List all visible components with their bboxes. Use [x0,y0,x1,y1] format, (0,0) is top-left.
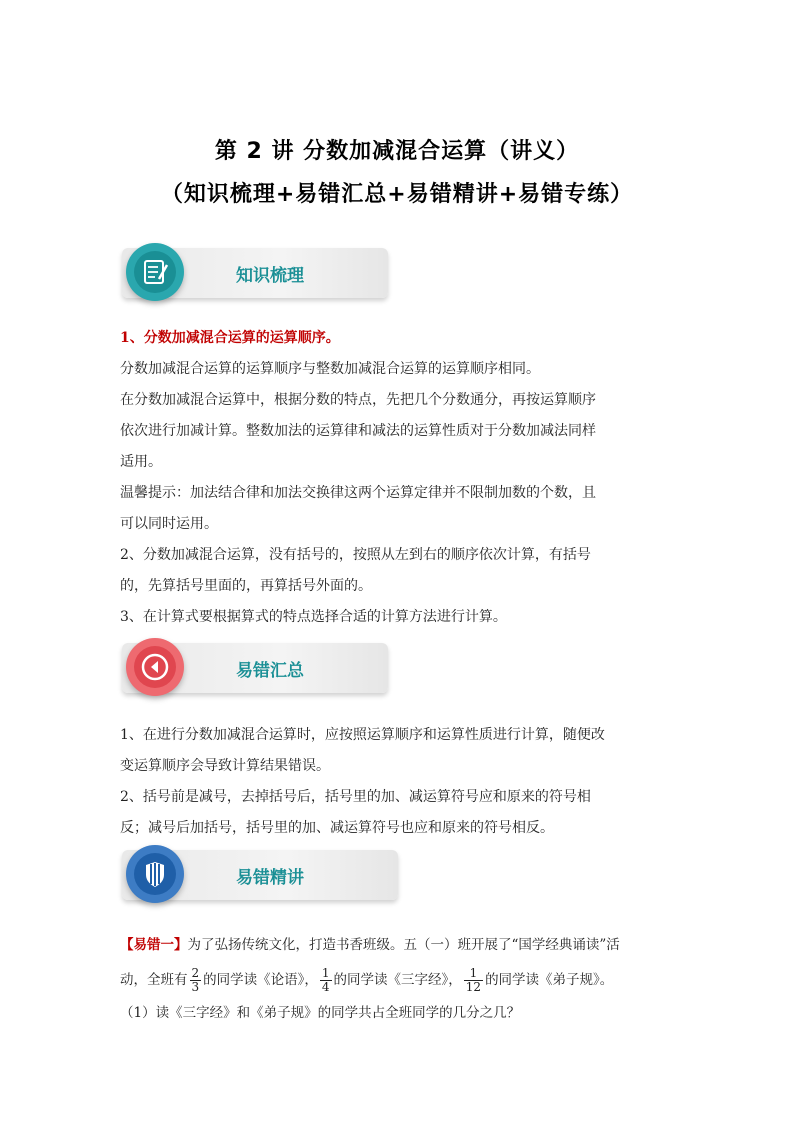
problem-text: 动，全班有 [120,972,188,988]
paragraph-line: 反；减号后加括号，括号里的加、减运算符号也应和原来的符号相反。 [120,820,554,836]
paragraph-line: 2、括号前是减号，去掉括号后，括号里的加、减运算符号应和原来的符号相 [120,789,591,805]
shield-icon [126,845,184,903]
title-line-1: 第 2 讲 分数加减混合运算（讲义） [214,139,580,164]
problem-text: 的同学读《论语》， [203,972,318,988]
section-label: 知识梳理 [236,266,304,286]
back-arrow-icon [126,638,184,696]
section-2-body [120,720,680,844]
paragraph-line: 在分数加减混合运算中，根据分数的特点，先把几个分数通分，再按运算顺序 [120,392,596,408]
paragraph-line: 2、分数加减混合运算，没有括号的，按照从左到右的顺序依次计算，有括号 [120,547,591,563]
knowledge-heading: 1、分数加减混合运算的运算顺序。 [120,330,340,346]
section-1-body [120,323,680,633]
problem-text: 的同学读《三字经》， [333,972,462,988]
paragraph-line: 变运算顺序会导致计算结果错误。 [120,758,330,774]
paragraph-line: 分数加减混合运算的运算顺序与整数加减混合运算的运算顺序相同。 [120,361,540,377]
section-label: 易错精讲 [236,868,304,888]
paragraph-line: 依次进行加减计算。整数加法的运算律和减法的运算性质对于分数加减法同样 [120,423,596,439]
paragraph-line: 温馨提示：加法结合律和加法交换律这两个运算定律并不限制加数的个数，且 [120,485,596,501]
paragraph-line: 可以同时运用。 [120,516,218,532]
title-line-2: （知识梳理+易错汇总+易错精讲+易错专练） [160,182,634,207]
problem-line-1 [120,930,680,961]
notepad-icon [126,243,184,301]
problem-text: 的同学读《弟子规》。 [485,972,614,988]
problem-tag: 【易错一】 [120,937,188,953]
paragraph-line: 3、在计算式要根据算式的特点选择合适的计算方法进行计算。 [120,609,507,625]
problem-text: 为了弘扬传统文化，打造书香班级。五（一）班开展了“国学经典诵读”活 [187,937,620,953]
section-3-body [120,930,680,1029]
section-label: 易错汇总 [236,661,304,681]
fraction: $\frac{1}{4}$ [321,966,330,994]
problem-line-2 [120,965,680,996]
paragraph-line: 适用。 [120,454,162,470]
paragraph-line: 的，先算括号里面的，再算括号外面的。 [120,578,372,594]
paragraph-line: 1、在进行分数加减混合运算时，应按照运算顺序和运算性质进行计算，随便改 [120,727,605,743]
fraction: $\frac{1}{12}$ [465,966,482,994]
fraction: $\frac{2}{3}$ [191,966,200,994]
question-line: （1）读《三字经》和《弟子规》的同学共占全班同学的几分之几？ [120,1005,521,1021]
